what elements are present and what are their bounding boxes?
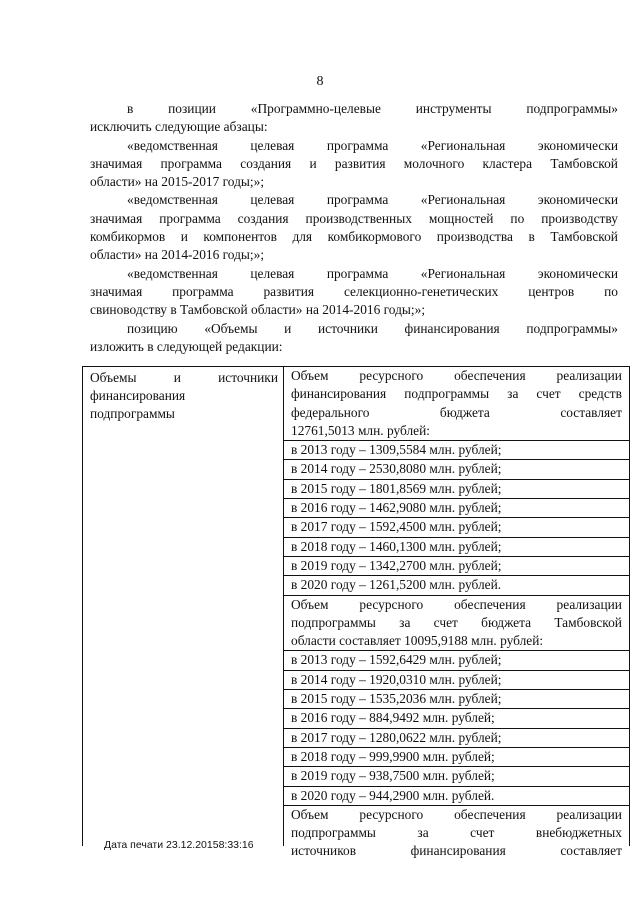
word: федерального [291,404,370,420]
word: производственных [305,210,412,226]
regional-year-row: в 2017 году – 1280,0622 млн. рублей; [284,728,630,747]
paragraph [90,320,618,357]
value-line [291,824,622,842]
word: подпрограммы [291,614,376,630]
word: селекционно-генетических [343,283,499,299]
word: программа [326,265,389,281]
word: обеспечения [454,806,526,822]
word: по [510,210,525,226]
word: Тамбовской [550,155,618,171]
federal-year-row: в 2014 году – 2530,8080 млн. рублей; [284,459,630,478]
word: реализации [556,806,622,822]
word: центров [528,283,575,299]
value-line [291,404,622,422]
word: Объем [291,368,329,383]
federal-year-row: в 2019 году – 1342,2700 млн. рублей; [284,556,630,575]
regional-year-row: в 2014 году – 1920,0310 млн. рублей; [284,670,630,689]
paragraph [90,137,618,192]
word: составляет [560,404,622,420]
justified-line [90,228,618,246]
label-line [90,369,278,387]
body-text [90,100,618,356]
word: «Объемы [204,320,258,336]
page-number: 8 [316,74,324,89]
word: целевая [250,192,295,208]
justified-line [90,191,618,209]
word: ресурсного [359,368,424,383]
label-word: источники [218,370,278,385]
federal-year-row: в 2015 году – 1801,8569 млн. рублей; [284,479,630,498]
word: источники [317,320,378,336]
justified-line [90,265,618,283]
justified-line [90,137,618,155]
word: экономически [537,265,618,281]
word: и [180,229,188,245]
line: свиноводству в Тамбовской области» на 2014-2016 годы;»; [90,302,426,318]
word: «ведомственная [127,192,218,208]
justified-line [90,283,618,301]
word: Тамбовской [554,614,622,630]
regional-year-row: в 2016 году – 884,9492 млн. рублей; [284,708,630,727]
word: в [127,101,134,116]
word: обеспечения [454,368,526,383]
value-line [284,595,630,614]
word: создания [237,210,289,226]
word: программа [326,137,389,153]
value-line [291,367,622,385]
word: счет [433,614,458,630]
word: значимая [90,283,143,299]
justified-line [90,155,618,173]
line-words [127,320,618,338]
line: исключить следующие абзацы: [90,119,268,135]
word: составляет [560,843,622,859]
line: области» на 2015-2017 годы;»; [90,174,265,190]
value-line [291,614,622,632]
federal-year-row: в 2013 году – 1309,5584 млн. рублей; [284,440,630,459]
line-words [127,191,618,209]
word: позиции [168,101,216,116]
line-words [90,210,618,228]
word: по [604,283,618,299]
line-words [90,283,618,301]
regional-year-row: в 2019 году – 938,7500 млн. рублей; [284,766,630,785]
word: значимая [90,155,143,171]
value-line [284,805,630,824]
word: позицию [127,320,178,336]
word: развития [263,283,315,299]
regional-year-row: в 2015 году – 1535,2036 млн. рублей; [284,689,630,708]
label-word: и [173,370,181,385]
word: финансирования [404,320,500,336]
word: «ведомственная [127,265,218,281]
word: внебюджетных [535,825,622,841]
word: целевая [250,265,295,281]
word: за [399,614,411,630]
value-line [291,842,622,860]
word: и [309,155,317,171]
word: программа [172,283,234,299]
word: кластера [482,155,533,171]
word: комбикормового [327,229,422,245]
regional-year-row: в 2018 году – 999,9900 млн. рублей; [284,747,630,766]
justified-line [90,100,618,118]
federal-year-row: в 2018 году – 1460,1300 млн. рублей; [284,537,630,556]
word: «Региональная [420,137,506,153]
word: бюджета [481,614,532,630]
word: подпрограммы» [526,320,618,336]
line: области» на 2014-2016 годы;»; [90,247,265,263]
word: значимая [90,210,143,226]
word: развития [334,155,386,171]
word: «Региональная [420,265,506,281]
word: подпрограммы [404,386,490,402]
word: программа [160,155,223,171]
word: и [284,320,292,336]
line-words [90,228,618,246]
federal-year-row: в 2017 году – 1592,4500 млн. рублей; [284,517,630,536]
word: инструменты [415,101,492,116]
financing-table [82,366,630,859]
word: реализации [556,368,622,383]
word: для [292,229,313,245]
line-words [127,265,618,283]
line-words [127,100,618,118]
word: бюджета [439,404,490,420]
table-value-cell [284,367,630,859]
federal-total: 12761,5013 млн. рублей: [291,422,430,438]
paragraph [90,100,618,137]
word: источников [291,843,357,859]
word: Тамбовской [550,229,618,245]
word: «ведомственная [127,137,218,153]
word: обеспечения [454,596,526,612]
word: за [507,386,519,402]
line-words [127,137,618,155]
word: Объем [291,806,329,822]
word: Объем [291,596,329,612]
word: за [417,825,429,841]
label-line: подпрограммы [90,406,175,421]
word: программа [326,192,389,208]
word: целевая [250,137,295,153]
line: изложить в следующей редакции: [90,338,283,354]
paragraph [90,265,618,320]
word: программа [159,210,221,226]
table-label-cell [83,367,284,846]
line-words [90,155,618,173]
word: производству [541,210,618,226]
justified-line [90,210,618,228]
word: счет [470,825,495,841]
value-line [291,385,622,403]
federal-year-row: в 2020 году – 1261,5200 млн. рублей. [284,575,630,594]
word: молочного [403,155,465,171]
word: «Региональная [420,192,506,208]
word: «Программно-целевые [250,101,381,116]
word: счет [536,386,561,402]
word: комбикормов [90,229,166,245]
word: финансирования [291,386,387,402]
word: реализации [556,596,622,612]
word: мощностей [428,210,494,226]
label-line: финансирования [90,388,186,403]
word: подпрограммы» [526,101,618,116]
print-date: Дата печати 23.12.20158:33:16 [104,839,254,851]
regional-year-row: в 2020 году – 944,2900 млн. рублей. [284,786,630,805]
paragraph [90,191,618,264]
justified-line [90,320,618,338]
federal-year-row: в 2016 году – 1462,9080 млн. рублей; [284,498,630,517]
word: экономически [537,137,618,153]
word: ресурсного [359,806,424,822]
word: создания [240,155,292,171]
word: подпрограммы [291,825,376,841]
word: компонентов [203,229,277,245]
word: производства [436,229,514,245]
word: средств [578,386,622,402]
word: в [528,229,535,245]
word: экономически [537,192,618,208]
word: финансирования [410,843,506,859]
word: ресурсного [359,596,424,612]
regional-total: области составляет 10095,9188 млн. рублей: [291,633,544,649]
regional-year-row: в 2013 году – 1592,6429 млн. рублей; [284,650,630,669]
label-word: Объемы [90,370,137,385]
